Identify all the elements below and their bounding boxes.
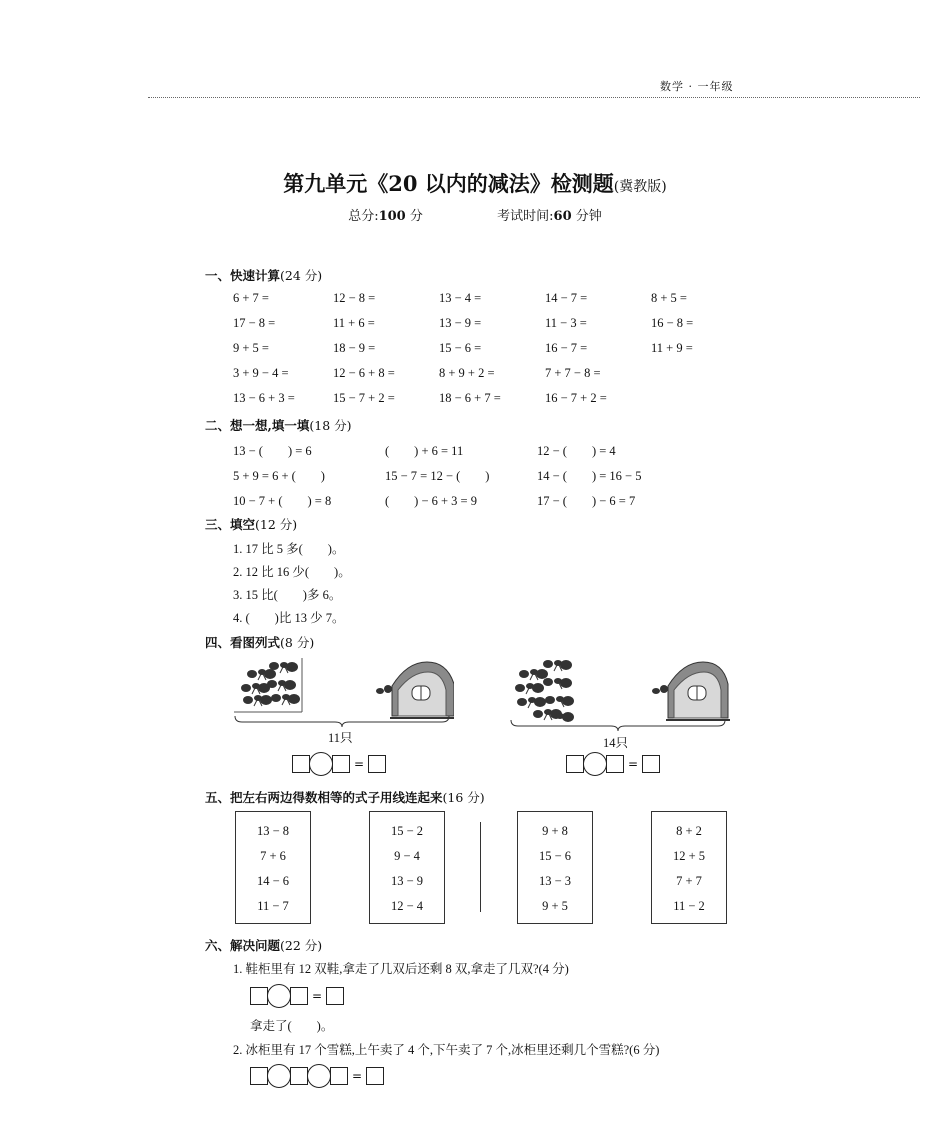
equals-sign: =	[628, 757, 639, 771]
operator-circle[interactable]	[307, 1064, 331, 1088]
section-points: (22 分)	[280, 938, 323, 953]
answer-box[interactable]	[606, 755, 624, 773]
operator-circle[interactable]	[267, 984, 291, 1008]
subject-header: 数学 · 一年级	[660, 80, 734, 93]
match-expression[interactable]: 12 + 5	[672, 849, 706, 863]
match-expression[interactable]: 8 + 2	[676, 824, 702, 838]
header-divider	[148, 97, 920, 98]
page-title	[0, 168, 950, 198]
time-label: 考试时间:	[497, 209, 554, 224]
right-equation-boxes	[566, 752, 660, 776]
quick-calc-item: 12 − 6 + 8 =	[333, 366, 395, 380]
answer-box[interactable]	[368, 755, 386, 773]
match-expression[interactable]: 12 − 4	[390, 899, 424, 913]
time-unit: 分钟	[571, 209, 602, 224]
quick-calc-item: 16 − 7 + 2 =	[545, 391, 607, 405]
quick-calc-item: 13 − 9 =	[439, 316, 482, 330]
ant-house-icon	[376, 662, 454, 718]
operator-circle[interactable]	[309, 752, 333, 776]
answer-box[interactable]	[290, 1067, 308, 1085]
match-expression[interactable]: 11 − 2	[673, 899, 705, 913]
quick-calc-item: 16 − 7 =	[545, 341, 588, 355]
problem-2-equation	[250, 1064, 384, 1088]
answer-box[interactable]	[292, 755, 310, 773]
match-expression[interactable]: 9 + 8	[542, 824, 568, 838]
problem-2-text: 2. 冰柜里有 17 个雪糕,上午卖了 4 个,下午卖了 7 个,冰柜里还剩几个雪糕?(6 分)	[233, 1043, 660, 1057]
section-label: 一、快速计算	[205, 268, 281, 283]
match-expression[interactable]: 9 − 4	[394, 849, 420, 863]
match-box-col2	[369, 811, 445, 924]
quick-calc-item: 18 − 9 =	[333, 341, 376, 355]
section-points: (12 分)	[255, 517, 298, 532]
operator-circle[interactable]	[583, 752, 607, 776]
quick-calc-item: 11 − 3 =	[545, 316, 587, 330]
match-expression[interactable]: 11 − 7	[257, 899, 289, 913]
section-label: 五、把左右两边得数相等的式子用线连起来	[205, 790, 443, 805]
brace-right	[508, 718, 728, 732]
answer-box[interactable]	[250, 987, 268, 1005]
fill-in-item[interactable]: 15 − 7 = 12 − ( )	[385, 469, 490, 483]
time-value: 60	[553, 209, 572, 224]
quick-calc-item: 16 − 8 =	[651, 316, 694, 330]
problem-1-answer: 拿走了( )。	[250, 1019, 334, 1033]
answer-box[interactable]	[642, 755, 660, 773]
quick-calc-item: 13 − 4 =	[439, 291, 482, 305]
quick-calc-item: 14 − 7 =	[545, 291, 588, 305]
section-quick-calc-heading	[205, 266, 322, 284]
quick-calc-item: 18 − 6 + 7 =	[439, 391, 501, 405]
title-main: 第九单元《20 以内的减法》检测题	[283, 171, 614, 196]
quick-calc-item: 9 + 5 =	[233, 341, 269, 355]
section-fill-in-heading	[205, 416, 352, 434]
answer-box[interactable]	[326, 987, 344, 1005]
total-value: 100	[378, 209, 406, 224]
answer-box[interactable]	[566, 755, 584, 773]
fill-in-item[interactable]: ( ) + 6 = 11	[385, 444, 464, 458]
match-box-col4	[651, 811, 727, 924]
total-unit: 分	[405, 209, 423, 224]
fill-in-item[interactable]: 14 − ( ) = 16 − 5	[537, 469, 642, 483]
section-picture-heading	[205, 633, 314, 651]
blank-question[interactable]: 1. 17 比 5 多( )。	[233, 542, 345, 556]
section-label: 二、想一想,填一填	[205, 418, 310, 433]
quick-calc-item: 13 − 6 + 3 =	[233, 391, 295, 405]
exam-meta	[0, 205, 950, 224]
quick-calc-item: 3 + 9 − 4 =	[233, 366, 289, 380]
blank-question[interactable]: 4. ( )比 13 少 7。	[233, 611, 345, 625]
fill-in-item[interactable]: ( ) − 6 + 3 = 9	[385, 494, 477, 508]
quick-calc-item: 15 − 6 =	[439, 341, 482, 355]
ants-icon	[515, 660, 574, 722]
fill-in-item[interactable]: 13 − ( ) = 6	[233, 444, 312, 458]
match-expression[interactable]: 7 + 6	[260, 849, 286, 863]
title-edition: (冀教版)	[613, 179, 667, 195]
fill-in-item[interactable]: 12 − ( ) = 4	[537, 444, 616, 458]
problem-1-equation	[250, 984, 344, 1008]
quick-calc-item: 11 + 6 =	[333, 316, 375, 330]
brace-left	[232, 714, 452, 728]
quick-calc-item: 17 − 8 =	[233, 316, 276, 330]
section-label: 三、填空	[205, 517, 256, 532]
blank-question[interactable]: 2. 12 比 16 少( )。	[233, 565, 351, 579]
operator-circle[interactable]	[267, 1064, 291, 1088]
match-box-col1	[235, 811, 311, 924]
answer-box[interactable]	[332, 755, 350, 773]
fill-in-item[interactable]: 5 + 9 = 6 + ( )	[233, 469, 325, 483]
answer-box[interactable]	[290, 987, 308, 1005]
quick-calc-item: 7 + 7 − 8 =	[545, 366, 601, 380]
equals-sign: =	[312, 989, 323, 1003]
quick-calc-item: 12 − 8 =	[333, 291, 376, 305]
section-problems-heading	[205, 936, 322, 954]
match-expression[interactable]: 15 − 2	[390, 824, 424, 838]
equals-sign: =	[354, 757, 365, 771]
quick-calc-item: 15 − 7 + 2 =	[333, 391, 395, 405]
quick-calc-item: 11 + 9 =	[651, 341, 693, 355]
ant-house-icon	[652, 662, 730, 720]
section-matching-heading	[205, 788, 485, 806]
left-total-label: 11只	[328, 731, 353, 745]
section-points: (16 分)	[442, 790, 485, 805]
answer-box[interactable]	[250, 1067, 268, 1085]
match-expression[interactable]: 13 − 8	[256, 824, 290, 838]
fill-in-item[interactable]: 10 − 7 + ( ) = 8	[233, 494, 332, 508]
quick-calc-item: 8 + 5 =	[651, 291, 687, 305]
quick-calc-item: 8 + 9 + 2 =	[439, 366, 495, 380]
match-expression[interactable]: 14 − 6	[256, 874, 290, 888]
fill-in-item[interactable]: 17 − ( ) − 6 = 7	[537, 494, 636, 508]
match-expression[interactable]: 13 − 3	[538, 874, 572, 888]
section-blanks-heading	[205, 515, 297, 533]
section-points: (18 分)	[309, 418, 352, 433]
match-expression[interactable]: 15 − 6	[538, 849, 572, 863]
section-label: 六、解决问题	[205, 938, 281, 953]
match-box-col3	[517, 811, 593, 924]
section-points: (24 分)	[280, 268, 323, 283]
match-expression[interactable]: 9 + 5	[542, 899, 568, 913]
match-expression[interactable]: 7 + 7	[676, 874, 702, 888]
left-equation-boxes	[292, 752, 386, 776]
section-points: (8 分)	[280, 635, 315, 650]
total-label: 总分:	[348, 209, 379, 224]
problem-1-text: 1. 鞋柜里有 12 双鞋,拿走了几双后还剩 8 双,拿走了几双?(4 分)	[233, 962, 569, 976]
answer-box[interactable]	[366, 1067, 384, 1085]
equals-sign: =	[352, 1069, 363, 1083]
ants-icon	[234, 658, 302, 712]
right-total-label: 14只	[603, 736, 629, 750]
quick-calc-item: 6 + 7 =	[233, 291, 269, 305]
section-label: 四、看图列式	[205, 635, 281, 650]
match-expression[interactable]: 13 − 9	[390, 874, 424, 888]
answer-box[interactable]	[330, 1067, 348, 1085]
match-divider	[480, 822, 481, 912]
blank-question[interactable]: 3. 15 比( )多 6。	[233, 588, 342, 602]
